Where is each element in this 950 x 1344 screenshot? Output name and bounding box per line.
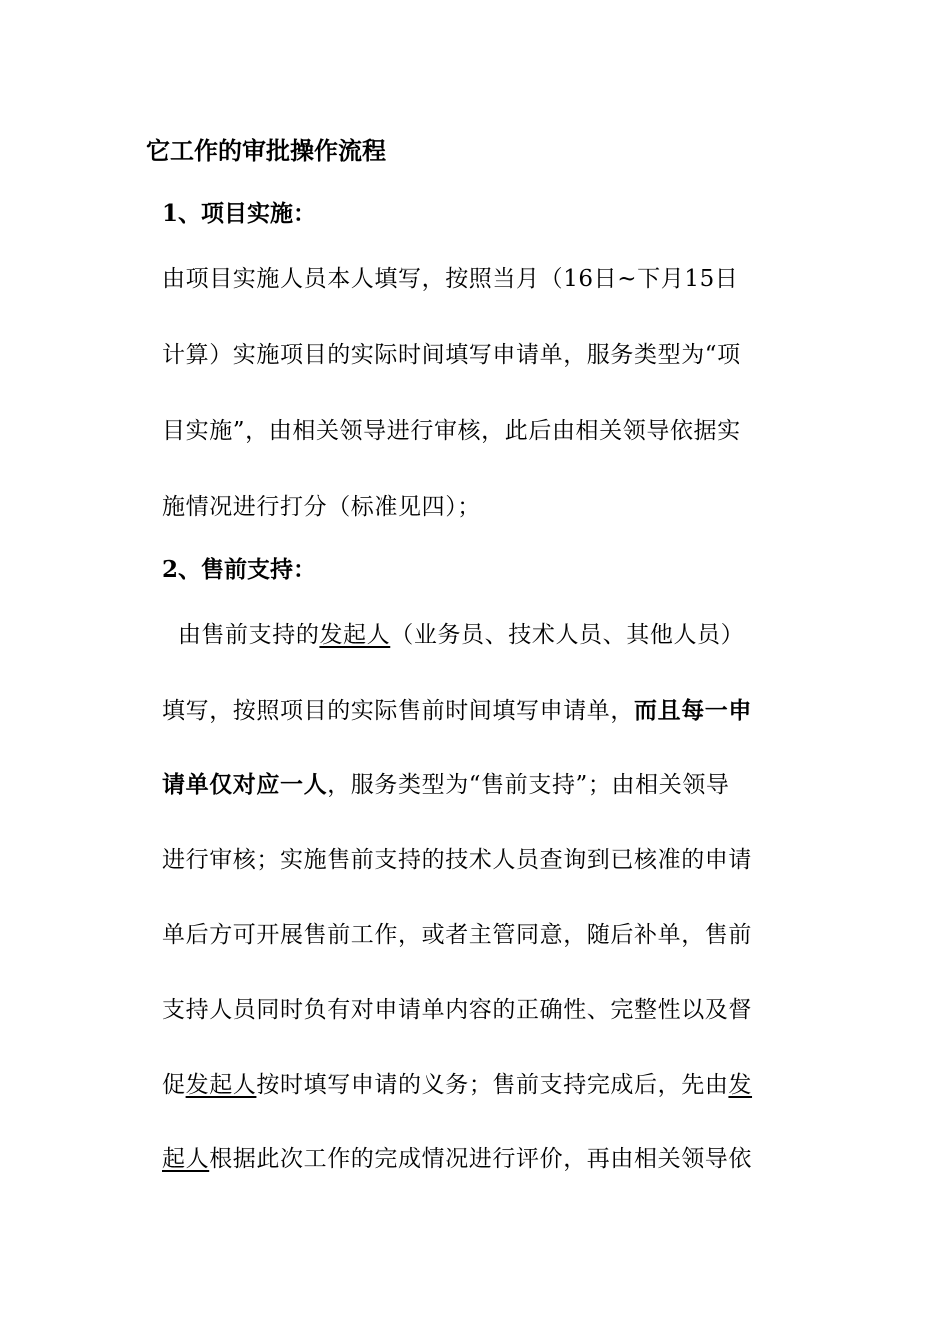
section1-line-4: 施情况进行打分（标准见四）； <box>162 494 481 520</box>
section2-line-6: 支持人员同时负有对申请单内容的正确性、完整性以及督 <box>162 997 752 1023</box>
text-run: 按时填写申请的义务；售前支持完成后，先由 <box>256 1072 729 1098</box>
section1-heading: 1、项目实施： <box>162 200 317 227</box>
section1-line-2: 计算）实施项目的实际时间填写申请单，服务类型为“项 <box>162 342 741 368</box>
section1-line-3: 目实施”，由相关领导进行审核，此后由相关领导依据实 <box>162 418 741 444</box>
initiator-underlined: 发起人 <box>185 1072 257 1098</box>
section1-line-1: 由项目实施人员本人填写，按照当月（16日~下月15日 <box>162 266 739 292</box>
section2-line-4: 进行审核；实施售前支持的技术人员查询到已核准的申请 <box>162 847 752 873</box>
text-run: 根据此次工作的完成情况进行评价，再由相关领导依 <box>209 1146 753 1172</box>
section2-heading: 2、售前支持： <box>162 556 317 583</box>
text-run: 填写，按照项目的实际售前时间填写申请单， <box>162 698 634 724</box>
section2-line-8 <box>162 1142 808 1176</box>
bold-emphasis: 请单仅对应一人 <box>162 771 328 798</box>
section2-line-1 <box>162 618 808 652</box>
initiator-underlined: 起人 <box>162 1146 210 1172</box>
document-title: 它工作的审批操作流程 <box>146 136 386 165</box>
section2-line-3 <box>162 768 808 802</box>
bold-emphasis: 而且每一申 <box>634 697 752 724</box>
text-run: 由售前支持的 <box>162 622 320 648</box>
initiator-underlined: 发起人 <box>319 622 391 648</box>
section2-line-5: 单后方可开展售前工作，或者主管同意，随后补单，售前 <box>162 922 752 948</box>
initiator-underlined: 发 <box>728 1072 753 1098</box>
section2-line-7 <box>162 1068 808 1102</box>
text-run: ，服务类型为“售前支持”；由相关领导 <box>327 772 730 798</box>
text-run: （业务员、技术人员、其他人员） <box>390 622 745 648</box>
text-run: 促 <box>162 1072 186 1098</box>
section2-line-2 <box>162 694 808 728</box>
